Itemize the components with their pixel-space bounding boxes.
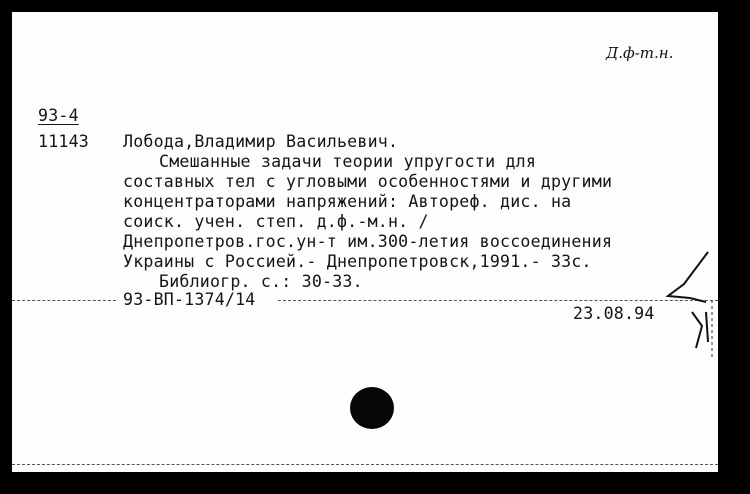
bottom-edge-line xyxy=(12,464,718,465)
punch-hole xyxy=(350,387,394,429)
author-line: Лобода,Владимир Васильевич. xyxy=(123,132,399,151)
description-line: Смешанные задачи теории упругости для xyxy=(159,152,537,171)
description-line: Украины с Россией.- Днепропетровск,1991.- 33с. xyxy=(123,252,592,271)
registration-code: 93-ВП-1374/14 xyxy=(123,290,256,309)
description-line: соиск. учен. степ. д.ф.-м.н. / xyxy=(123,212,429,231)
date-stamp: 23.08.94 xyxy=(573,304,655,323)
bibliography-note: Библиогр. с.: 30-33. xyxy=(159,272,363,291)
description-line: концентраторами напряжений: Автореф. дис. на xyxy=(123,192,572,211)
handwritten-mark-icon xyxy=(662,250,718,360)
catalog-card xyxy=(12,12,718,472)
description-line: Днепропетров.гос.ун-т им.300-летия воссоединения xyxy=(123,232,613,251)
handwritten-note: Д.ф-т.н. xyxy=(606,44,674,62)
separator-line xyxy=(12,300,116,301)
accession-number: 11143 xyxy=(38,132,89,151)
shelf-code: 93-4 xyxy=(38,106,79,125)
description-line: составных тел с угловыми особенностями и другими xyxy=(123,172,613,191)
separator-line xyxy=(278,300,718,301)
